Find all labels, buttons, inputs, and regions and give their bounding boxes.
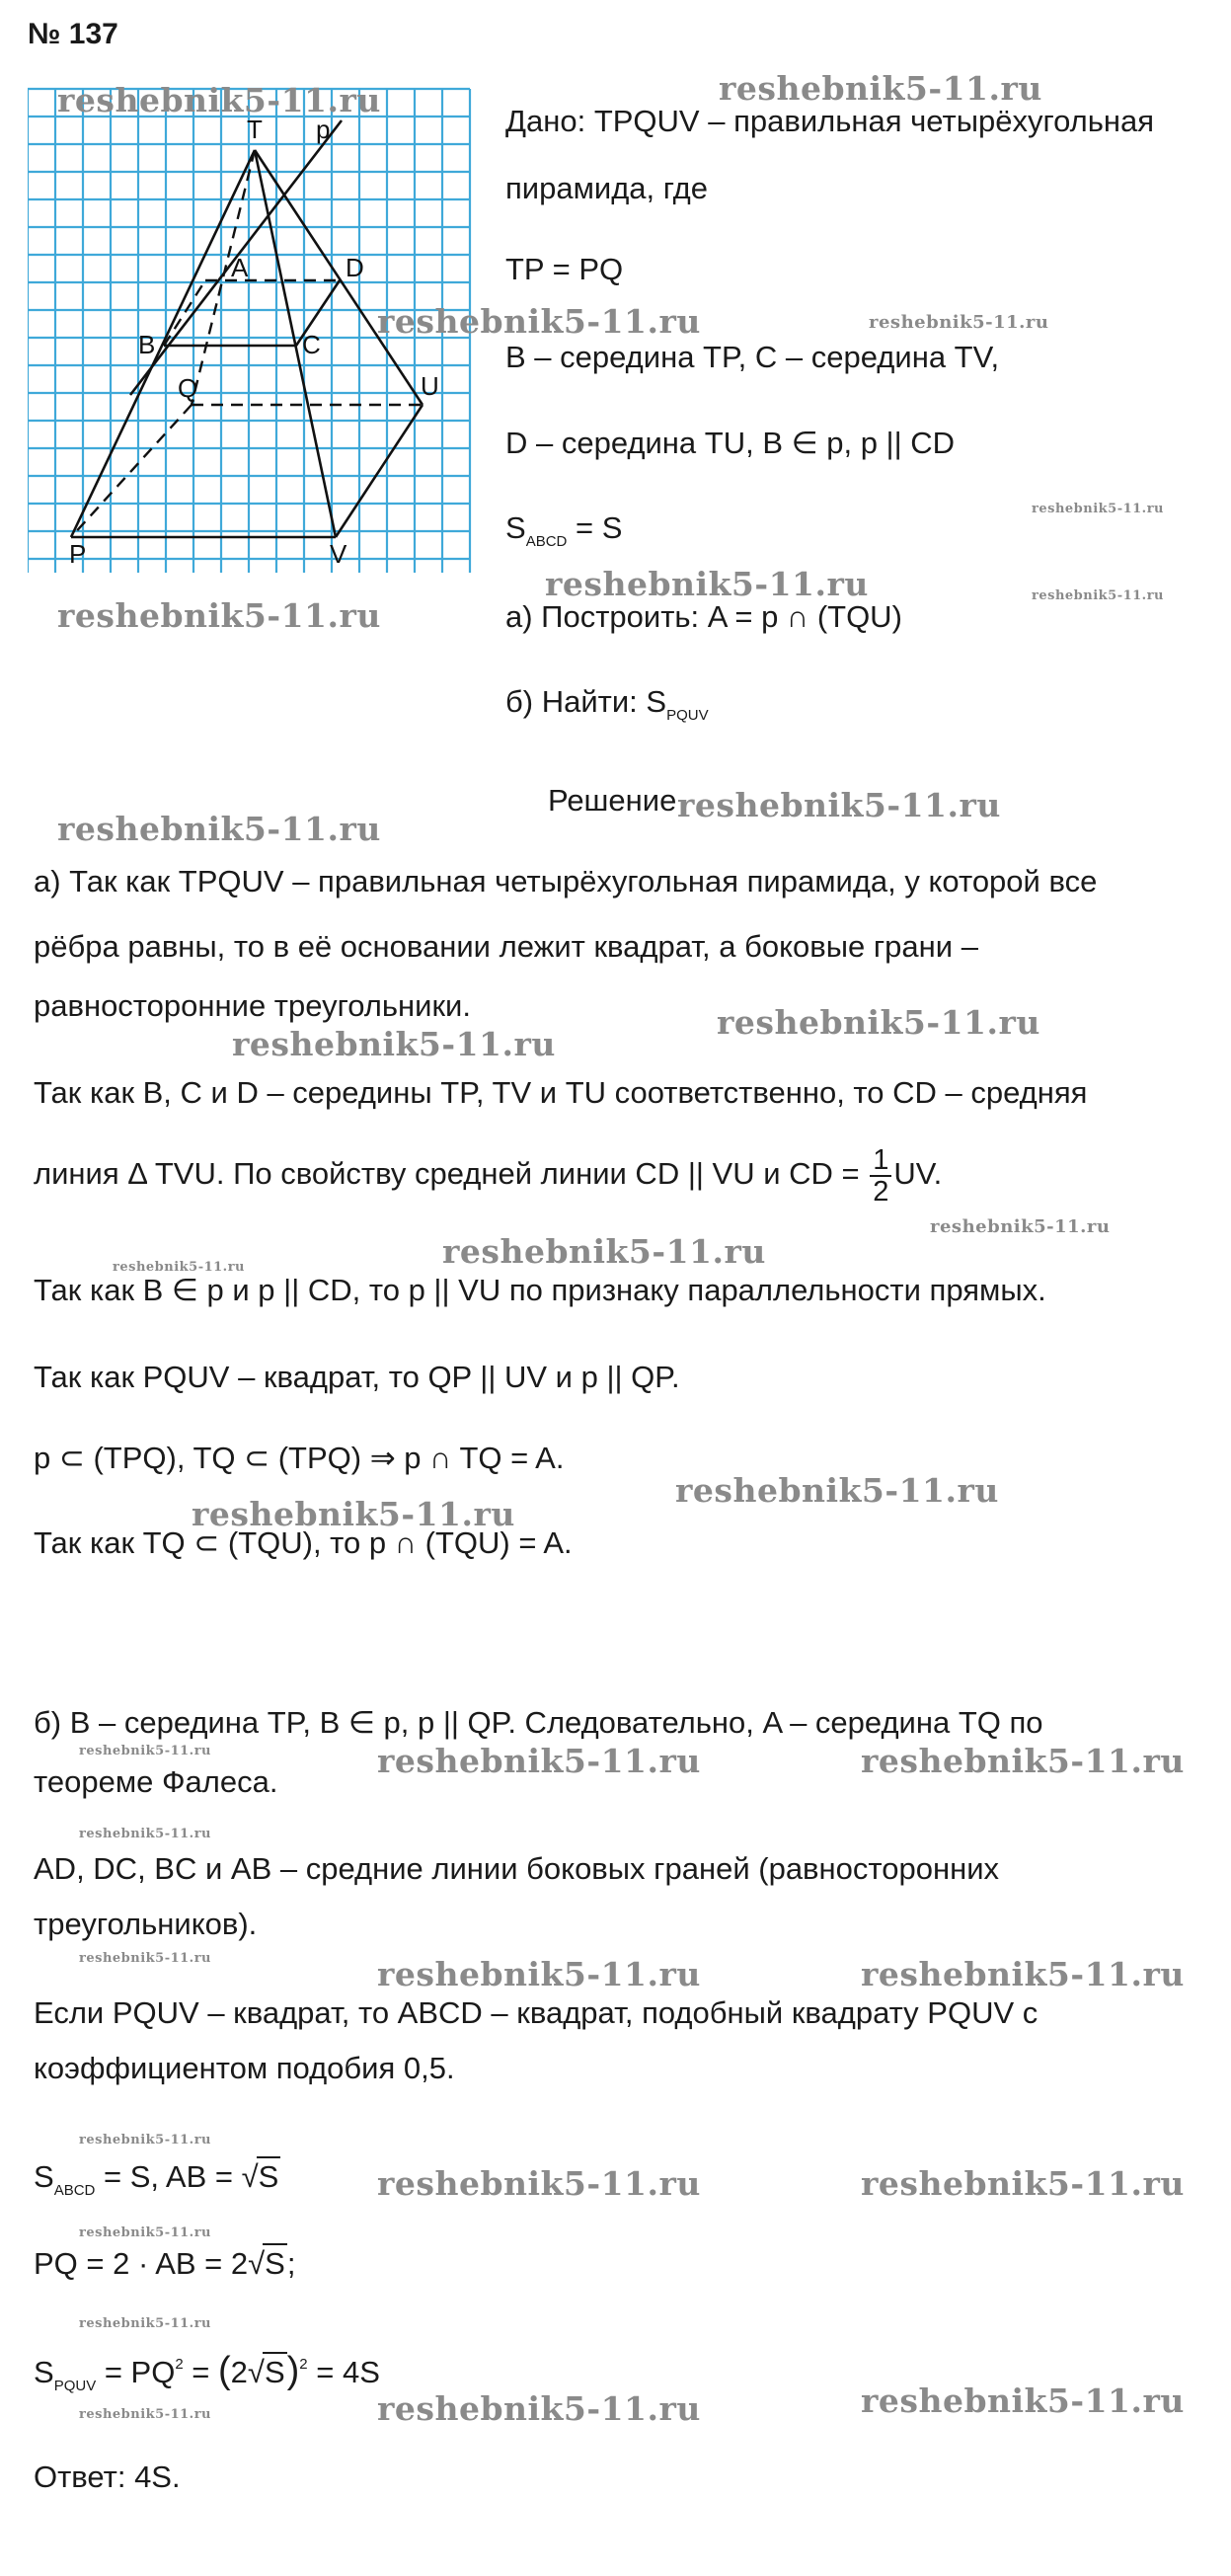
label-q: Q (178, 373, 198, 403)
fraction-one-half: $\frac{1}{2}$ (870, 1145, 891, 1207)
label-v: V (330, 539, 347, 569)
watermark: reshebnik5-11.ru (869, 312, 1049, 333)
label-p: p (316, 115, 331, 144)
watermark: reshebnik5-11.ru (79, 2225, 212, 2240)
solution-a-line-6: Так как B ∈ p и p || CD, то p || VU по признаку параллельности прямых. (34, 1273, 1046, 1307)
given-line-4: B – середина TP, C – середина TV, (505, 340, 1000, 374)
formula-area-pquv: $S_{PQUV} = PQ^2 = (2√S)^2 = 4S$ (34, 2350, 380, 2394)
watermark: reshebnik5-11.ru (232, 1025, 556, 1063)
solution-b-line-4: треугольников). (34, 1907, 258, 1941)
label-d: D (346, 253, 364, 282)
problem-number: № 137 (28, 18, 118, 50)
label-c: C (302, 330, 321, 359)
solution-b-line-6: коэффициентом подобия 0,5. (34, 2051, 455, 2085)
given-line-3: TP = PQ (505, 252, 624, 286)
pyramid-edges (71, 120, 423, 537)
watermark: reshebnik5-11.ru (675, 1471, 999, 1510)
formula-area-abcd: $S_{ABCD} = S$, AB = √S (34, 2156, 280, 2210)
given-line-5: D – середина TU, B ∈ p, p || CD (505, 426, 956, 460)
solution-a-line-8: p ⊂ (TPQ), TQ ⊂ (TPQ) ⇒ p ∩ TQ = A. (34, 1441, 565, 1475)
watermark: reshebnik5-11.ru (377, 2164, 701, 2203)
watermark: reshebnik5-11.ru (861, 1955, 1185, 1993)
watermark: reshebnik5-11.ru (79, 2316, 212, 2331)
given-area: $S_{ABCD} = S$ (505, 510, 623, 550)
watermark: reshebnik5-11.ru (1032, 502, 1165, 516)
task-a: а) Построить: A = p ∩ (TQU) (505, 599, 902, 634)
watermark: reshebnik5-11.ru (57, 810, 381, 848)
watermark: reshebnik5-11.ru (79, 2407, 212, 2422)
watermark: reshebnik5-11.ru (1032, 588, 1165, 603)
given-line-1: Дано: TPQUV – правильная четырёхугольная (505, 104, 1155, 138)
watermark: reshebnik5-11.ru (377, 1955, 701, 1993)
hidden-edges (71, 150, 423, 537)
solution-a-line-7: Так как PQUV – квадрат, то QP || UV и p || QP. (34, 1360, 680, 1394)
label-a: A (231, 253, 249, 282)
label-u: U (421, 371, 439, 401)
watermark: reshebnik5-11.ru (113, 1260, 246, 1275)
watermark: reshebnik5-11.ru (377, 1742, 701, 1780)
watermark: reshebnik5-11.ru (442, 1232, 766, 1271)
watermark: reshebnik5-11.ru (57, 81, 381, 119)
solution-b-line-2: теореме Фалеса. (34, 1764, 278, 1799)
watermark: reshebnik5-11.ru (861, 2381, 1185, 2420)
solution-b-line-5: Если PQUV – квадрат, то ABCD – квадрат, подобный квадрату PQUV с (34, 1995, 1039, 2030)
solution-heading: Решение (548, 783, 677, 818)
watermark: reshebnik5-11.ru (545, 565, 869, 603)
watermark: reshebnik5-11.ru (79, 1744, 212, 1758)
watermark: reshebnik5-11.ru (377, 2389, 701, 2428)
solution-b-line-3: AD, DC, BC и AB – средние линии боковых граней (равносторонних (34, 1851, 1000, 1886)
watermark: reshebnik5-11.ru (79, 1827, 212, 1841)
solution-a-line-1: а) Так как TPQUV – правильная четырёхугольная пирамида, у которой все (34, 864, 1098, 898)
given-line-2: пирамида, где (505, 171, 709, 205)
answer: Ответ: 4S. (34, 2459, 181, 2494)
solution-a-line-2: рёбра равны, то в её основании лежит квадрат, а боковые грани – (34, 929, 978, 964)
solution-a-line-4: Так как B, C и D – середины TP, TV и TU соответственно, то CD – средняя (34, 1075, 1088, 1110)
solution-b-line-1: б) B – середина TP, B ∈ p, p || QP. Следовательно, A – середина TQ по (34, 1705, 1043, 1740)
task-b: б) Найти: $S_{PQUV}$ (505, 684, 709, 724)
solution-a-line-5: линия Δ TVU. По свойству средней линии CD || VU и CD = $\frac{1}{2}$ UV. (34, 1144, 943, 1208)
watermark: reshebnik5-11.ru (57, 596, 381, 635)
watermark: reshebnik5-11.ru (79, 2133, 212, 2147)
label-b: B (138, 330, 156, 359)
watermark: reshebnik5-11.ru (79, 1951, 212, 1966)
watermark: reshebnik5-11.ru (377, 302, 701, 341)
watermark: reshebnik5-11.ru (930, 1216, 1111, 1237)
solution-a-line-9: Так как TQ ⊂ (TQU), то p ∩ (TQU) = A. (34, 1525, 573, 1560)
watermark: reshebnik5-11.ru (861, 2164, 1185, 2203)
formula-pq: PQ = 2 · AB = 2√S; (34, 2243, 295, 2283)
watermark: reshebnik5-11.ru (719, 69, 1042, 108)
watermark: reshebnik5-11.ru (861, 1742, 1185, 1780)
watermark: reshebnik5-11.ru (677, 786, 1001, 824)
solution-a-line-3: равносторонние треугольники. (34, 988, 471, 1023)
label-p-vertex: P (69, 539, 87, 569)
label-t: T (247, 115, 263, 144)
watermark: reshebnik5-11.ru (717, 1003, 1040, 1042)
watermark: reshebnik5-11.ru (192, 1495, 515, 1533)
